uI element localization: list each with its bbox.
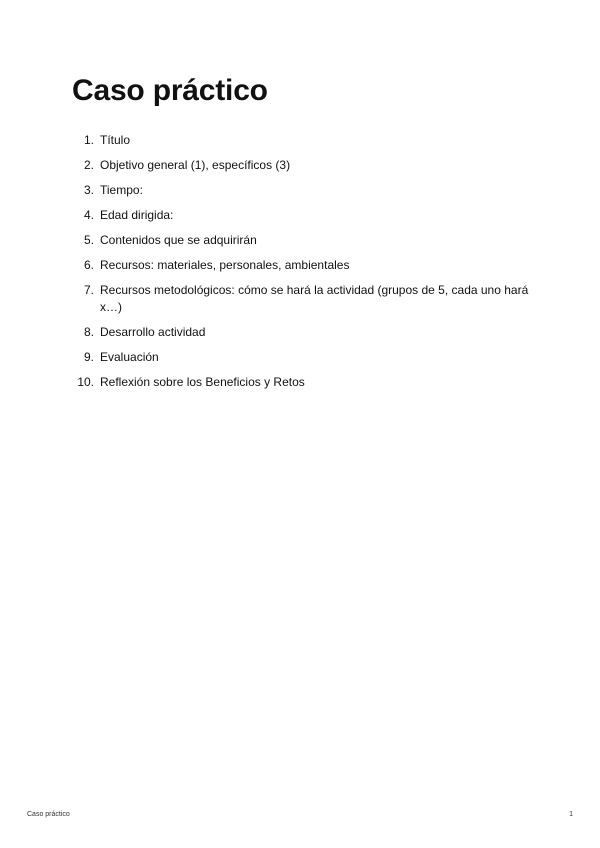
list-item bbox=[72, 232, 532, 249]
list-item-text: Contenidos que se adquirirán bbox=[100, 233, 257, 247]
list-item-text: Desarrollo actividad bbox=[100, 325, 206, 339]
list-item bbox=[72, 349, 532, 366]
list-item-number: 10. bbox=[77, 375, 94, 389]
page-title: Caso práctico bbox=[72, 74, 268, 107]
list-item-number: 3. bbox=[83, 183, 94, 197]
list-item-number: 1. bbox=[83, 133, 94, 147]
list-item bbox=[72, 324, 532, 341]
footer-document-title: Caso práctico bbox=[27, 811, 70, 818]
list-item-number: 6. bbox=[83, 258, 94, 272]
list-item-number: 7. bbox=[83, 283, 94, 297]
list-item-text: Recursos: materiales, personales, ambientales bbox=[100, 258, 350, 272]
list-item-text: Reflexión sobre los Beneficios y Retos bbox=[100, 375, 305, 389]
list-item-text: Recursos metodológicos: cómo se hará la actividad (grupos de 5, cada uno hará x…) bbox=[100, 283, 529, 314]
list-item-text: Objetivo general (1), específicos (3) bbox=[100, 158, 291, 172]
numbered-list bbox=[72, 132, 532, 399]
list-item bbox=[72, 132, 532, 149]
list-item-number: 9. bbox=[83, 350, 94, 364]
list-item bbox=[72, 282, 532, 316]
footer-page-number: 1 bbox=[569, 811, 573, 818]
list-item bbox=[72, 257, 532, 274]
list-item-number: 5. bbox=[83, 233, 94, 247]
list-item-number: 8. bbox=[83, 325, 94, 339]
list-item-number: 2. bbox=[83, 158, 94, 172]
list-item bbox=[72, 207, 532, 224]
list-item-text: Evaluación bbox=[100, 350, 159, 364]
list-item-text: Edad dirigida: bbox=[100, 208, 174, 222]
list-item-text: Tiempo: bbox=[100, 183, 143, 197]
list-item bbox=[72, 374, 532, 391]
list-item-text: Título bbox=[100, 133, 131, 147]
list-item-number: 4. bbox=[83, 208, 94, 222]
list-item bbox=[72, 157, 532, 174]
list-item bbox=[72, 182, 532, 199]
